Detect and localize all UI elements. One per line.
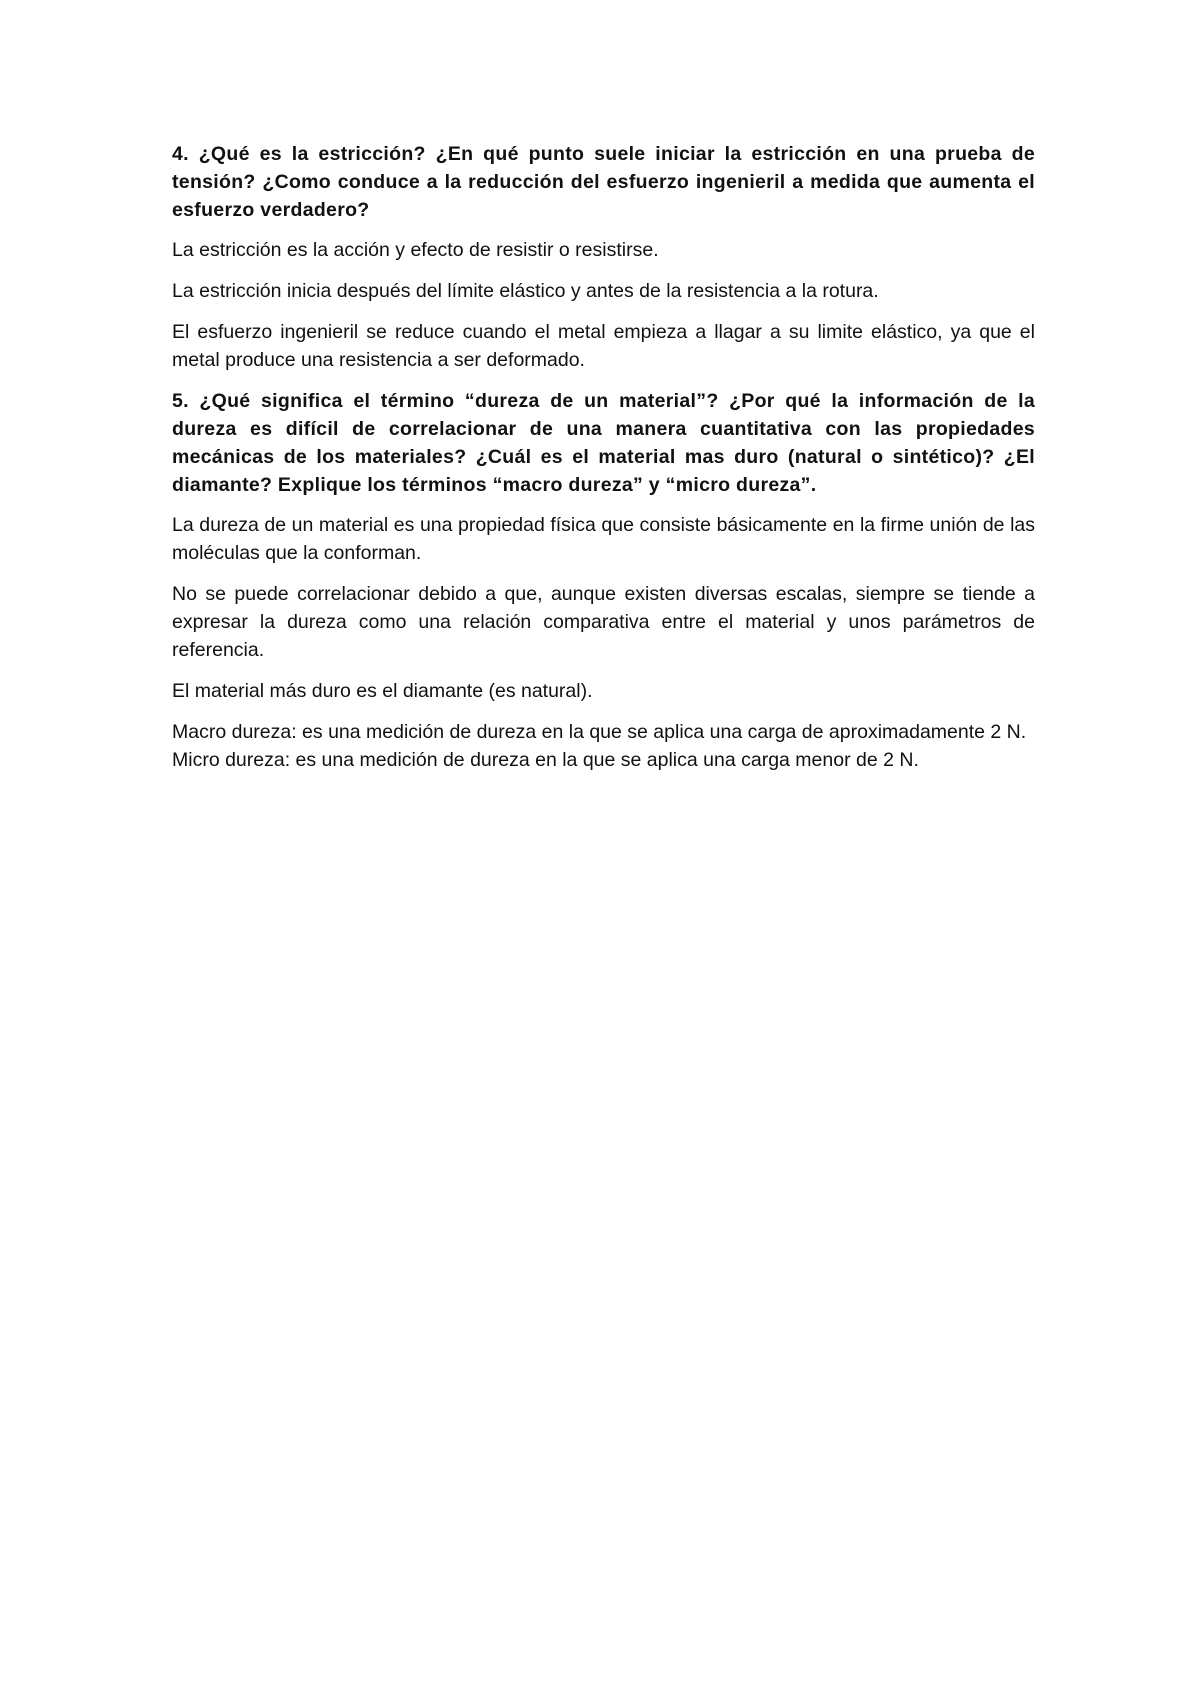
- answer-5-macro-hardness: Macro dureza: es una medición de dureza en la que se aplica una carga de aproximadamente 2 N.: [172, 721, 1027, 743]
- question-5: 5. ¿Qué significa el término “dureza de un material”? ¿Por qué la información de la dureza es difícil de correlacionar de una manera cuantitativa con las propiedades mecánicas de los materiales? ¿Cuál es el material mas duro (natural o sintético)? ¿El diamante? Explique los términos “macro dureza” y “micro dureza”.: [172, 390, 1035, 496]
- answer-5-micro-hardness: Micro dureza: es una medición de dureza en la que se aplica una carga menor de 2 N.: [172, 749, 919, 771]
- answer-4-onset: La estricción inicia después del límite elástico y antes de la resistencia a la rotura.: [172, 280, 879, 302]
- answer-5-definition: La dureza de un material es una propiedad física que consiste básicamente en la firme unión de las moléculas que la conforman.: [172, 514, 1035, 564]
- answer-5-correlation: No se puede correlacionar debido a que, aunque existen diversas escalas, siempre se tiende a expresar la dureza como una relación comparativa entre el material y unos parámetros de referencia.: [172, 583, 1035, 661]
- answer-4-stress-reduction: El esfuerzo ingenieril se reduce cuando el metal empieza a llagar a su limite elástico, ya que el metal produce una resistencia a ser deformado.: [172, 321, 1035, 371]
- question-4: 4. ¿Qué es la estricción? ¿En qué punto suele iniciar la estricción en una prueba de tensión? ¿Como conduce a la reducción del esfuerzo ingenieril a medida que aumenta el esfuerzo verdadero?: [172, 143, 1035, 221]
- answer-4-definition: La estricción es la acción y efecto de resistir o resistirse.: [172, 239, 659, 261]
- document-page: [172, 140, 1035, 774]
- answer-5-hardest-material: El material más duro es el diamante (es natural).: [172, 680, 593, 702]
